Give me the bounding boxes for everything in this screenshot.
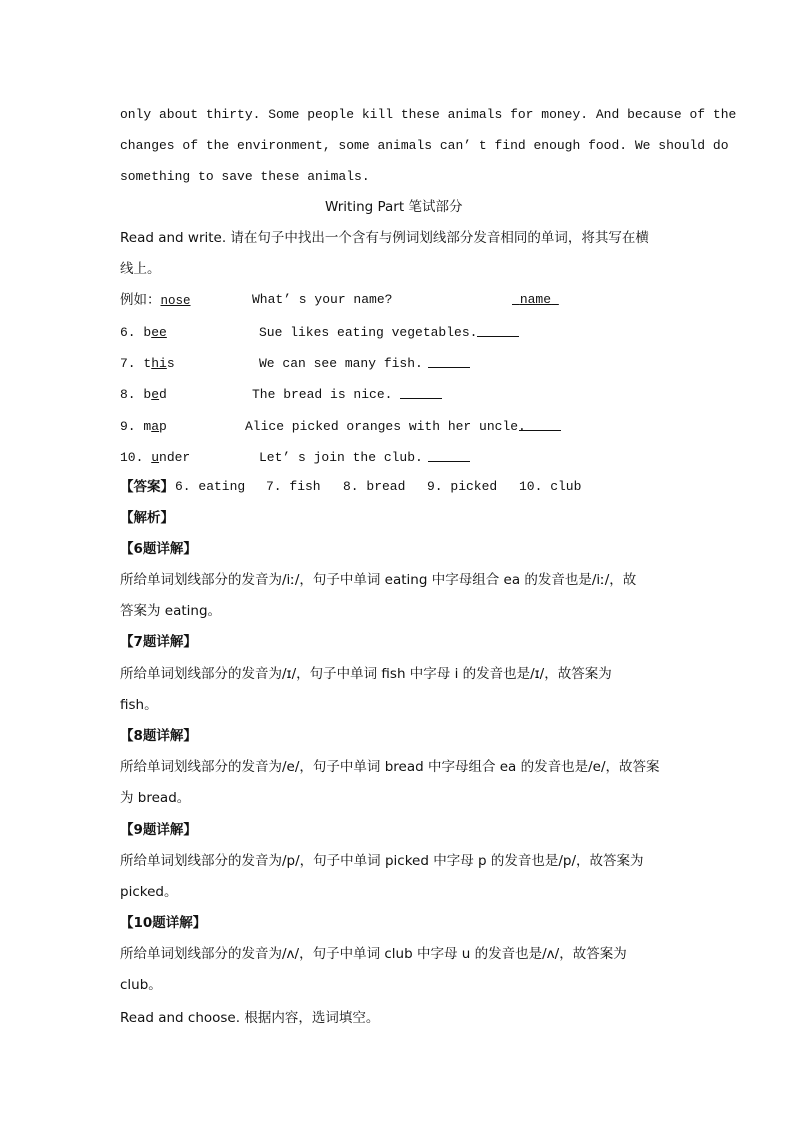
answer-label: 【答案】 xyxy=(120,479,174,495)
detail-6-heading: 【6题详解】 xyxy=(120,541,197,557)
question-7-underlined: hi xyxy=(151,356,167,371)
detail-10-line-1: 所给单词划线部分的发音为/ʌ/，句子中单词 club 中字母 u 的发音也是/ʌ/，故答案为 xyxy=(120,946,627,962)
detail-9-line-1: 所给单词划线部分的发音为/p/，句子中单词 picked 中字母 p 的发音也是/p/，故答案为 xyxy=(120,853,644,869)
answer-item-6: 6. eating xyxy=(175,479,246,494)
detail-10-heading: 【10题详解】 xyxy=(120,915,207,931)
detail-8-heading: 【8题详解】 xyxy=(120,728,197,744)
question-10-sentence: Let’ s join the club. xyxy=(259,450,423,465)
detail-7-line-1: 所给单词划线部分的发音为/ɪ/，句子中单词 fish 中字母 i 的发音也是/ɪ/，故答案为 xyxy=(120,666,612,682)
passage-line-3: something to save these animals. xyxy=(120,169,370,184)
instruction-line-2: 线上。 xyxy=(120,261,161,277)
passage-line-1: only about thirty. Some people kill these animals for money. And because of the xyxy=(120,107,737,122)
detail-10-line-2: club。 xyxy=(120,977,162,993)
example-row xyxy=(120,290,191,311)
question-8-sentence: The bread is nice. xyxy=(252,387,393,402)
question-10-underlined: u xyxy=(151,450,160,465)
section-title: Writing Part 笔试部分 xyxy=(325,199,463,215)
question-6-blank[interactable] xyxy=(477,323,519,344)
question-9: 9. map xyxy=(120,419,167,434)
example-word: nose xyxy=(160,294,191,308)
example-label: 例如： xyxy=(120,292,161,308)
analysis-label: 【解析】 xyxy=(120,510,174,526)
example-sentence: What’ s your name? xyxy=(252,292,393,307)
question-6: 6. bee xyxy=(120,325,167,340)
question-10: 10. under xyxy=(120,450,191,465)
example-answer: name xyxy=(519,292,552,307)
question-6-underlined: ee xyxy=(151,325,167,340)
answer-row xyxy=(120,477,174,498)
question-9-blank[interactable] xyxy=(519,417,561,438)
question-7-sentence: We can see many fish. xyxy=(259,356,423,371)
detail-9-line-2: picked。 xyxy=(120,884,178,900)
detail-7-line-2: fish。 xyxy=(120,697,158,713)
answer-item-9: 9. picked xyxy=(427,479,498,494)
question-9-sentence: Alice picked oranges with her uncle. xyxy=(245,419,526,434)
passage-line-2: changes of the environment, some animals can’ t find enough food. We should do xyxy=(120,138,729,153)
question-7-blank[interactable] xyxy=(428,354,470,375)
detail-6-line-1: 所给单词划线部分的发音为/iː/，句子中单词 eating 中字母组合 ea 的发音也是/iː/，故 xyxy=(120,572,637,588)
answer-item-10: 10. club xyxy=(519,479,582,494)
answer-item-7: 7. fish xyxy=(266,479,321,494)
next-section-title: Read and choose. 根据内容，选词填空。 xyxy=(120,1010,380,1026)
question-10-blank[interactable] xyxy=(428,448,470,469)
question-8: 8. bed xyxy=(120,387,167,402)
instruction-line-1: Read and write. 请在句子中找出一个含有与例词划线部分发音相同的单词，将其写在横 xyxy=(120,230,649,246)
detail-7-heading: 【7题详解】 xyxy=(120,634,197,650)
question-7: 7. this xyxy=(120,356,175,371)
question-9-underlined: a xyxy=(151,419,160,434)
answer-item-8: 8. bread xyxy=(343,479,406,494)
detail-6-line-2: 答案为 eating。 xyxy=(120,603,222,619)
question-8-blank[interactable] xyxy=(400,385,442,406)
question-6-sentence: Sue likes eating vegetables. xyxy=(259,325,478,340)
question-8-underlined: e xyxy=(151,387,160,402)
detail-9-heading: 【9题详解】 xyxy=(120,822,197,838)
detail-8-line-2: 为 bread。 xyxy=(120,790,191,806)
detail-8-line-1: 所给单词划线部分的发音为/e/，句子中单词 bread 中字母组合 ea 的发音也是/e/，故答案 xyxy=(120,759,660,775)
